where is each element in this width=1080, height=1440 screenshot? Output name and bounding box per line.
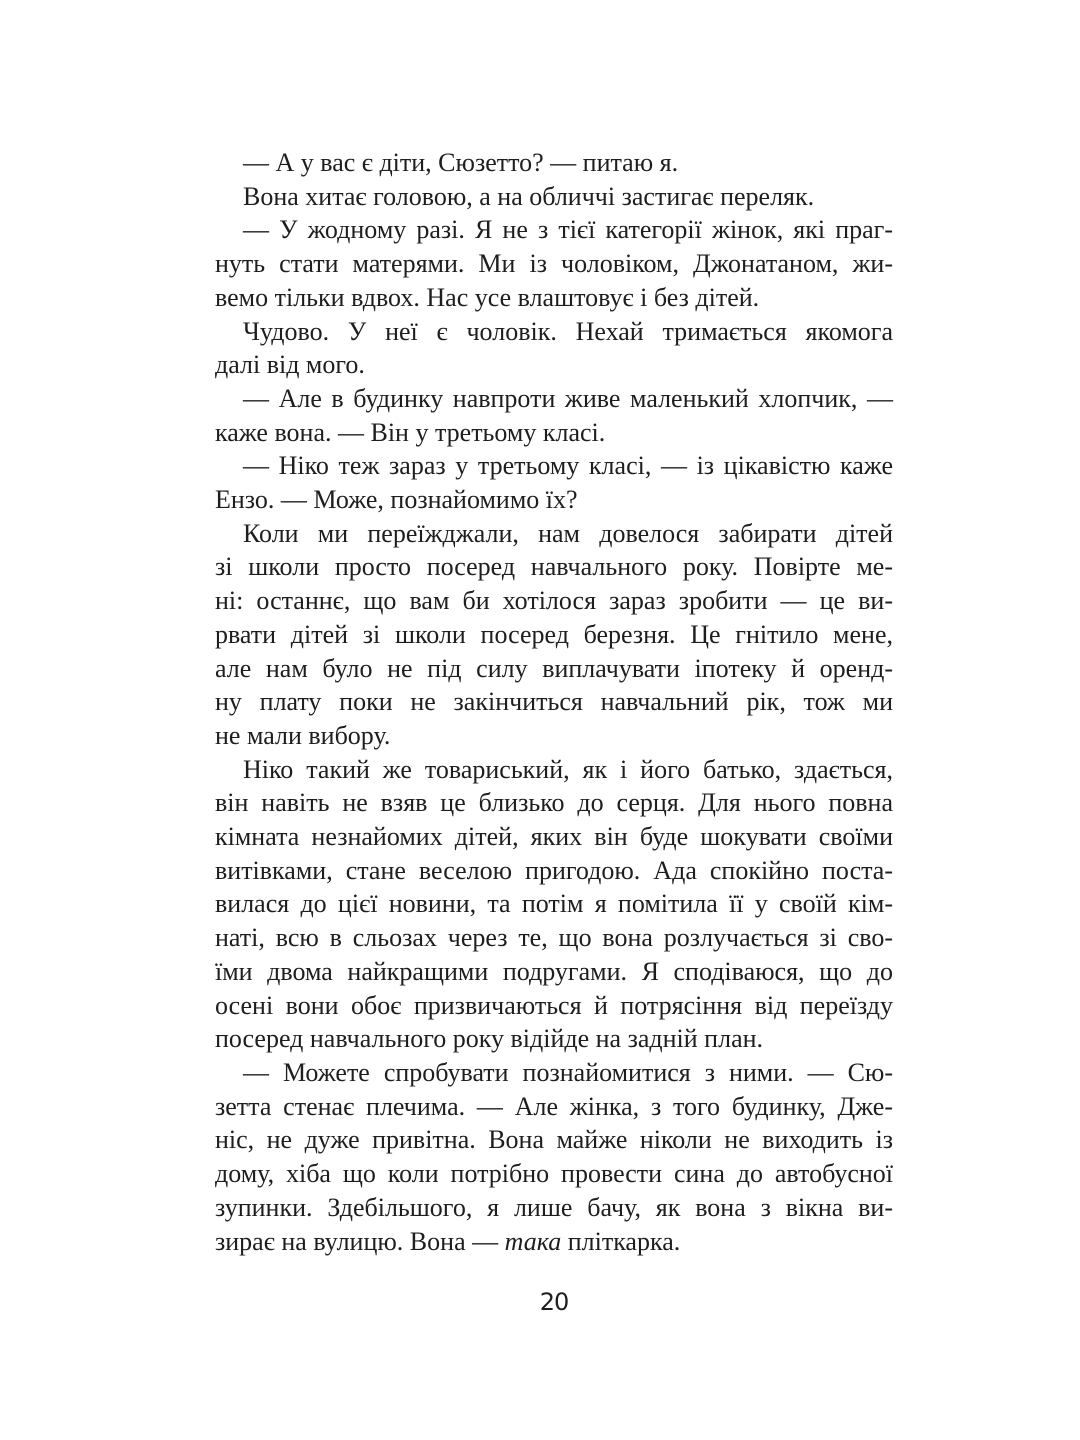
text-line: вилася до цієї новини, та потім я помітила її у своїй кім- <box>215 889 893 919</box>
text-line: кімната незнайомих дітей, яких він буде шокувати своїми <box>215 822 893 852</box>
text-line: рвати дітей зі школи посеред березня. Це гнітило мене, <box>215 619 893 649</box>
text-line: дому, хіба що коли потрібно провести сина до автобусної <box>215 1159 893 1189</box>
text-line: — Ніко теж зараз у третьому класі, — із цікавістю каже <box>243 451 893 481</box>
paragraph <box>215 1056 893 1258</box>
paragraph <box>215 382 893 449</box>
text-line: витівками, стане веселою пригодою. Ада спокійно поста- <box>215 855 893 885</box>
paragraph <box>215 517 893 753</box>
text-line: — Можете спробувати познайомитися з ними. — Сю- <box>243 1057 893 1087</box>
paragraph <box>215 213 893 314</box>
text-line: далі від мого. <box>215 350 365 380</box>
text-line: ніс, не дуже привітна. Вона майже ніколи не виходить із <box>215 1125 893 1155</box>
italic-text: така <box>504 1226 562 1256</box>
paragraph <box>215 180 893 214</box>
text-line: ні: останнє, що вам би хотілося зараз зробити — це ви- <box>215 586 893 616</box>
paragraph <box>215 146 893 180</box>
text-line: Чудово. У неї є чоловік. Нехай тримається якомога <box>243 316 893 346</box>
text-line: каже вона. — Він у третьому класі. <box>215 417 606 447</box>
text-line: — Але в будинку навпроти живе маленький хлопчик, — <box>243 383 893 413</box>
paragraph <box>215 753 893 1056</box>
text-line: зі школи просто посеред навчального року. Повірте ме- <box>215 552 893 582</box>
text-line: Вона хитає головою, а на обличчі застигає переляк. <box>243 181 815 211</box>
text-line: він навіть не взяв це близько до серця. Для нього повна <box>215 788 893 818</box>
text-line: наті, всю в сльозах через те, що вона розлучається зі сво- <box>215 923 893 953</box>
page-number: 20 <box>539 1288 569 1316</box>
text-line: Коли ми переїжджали, нам довелося забирати дітей <box>243 518 893 548</box>
text-line: Ніко такий же товариський, як і його батько, здається, <box>243 754 893 784</box>
text-line: вемо тільки вдвох. Нас усе влаштовує і без дітей. <box>215 282 760 312</box>
text-line: зетта стенає плечима. — Але жінка, з того будинку, Дже- <box>215 1091 893 1121</box>
text-line: посеред навчального року відійде на задній план. <box>215 1024 764 1054</box>
text-line: ну плату поки не закінчиться навчальний рік, тож ми <box>215 687 893 717</box>
text-line: — А у вас є діти, Сюзетто? — питаю я. <box>243 148 679 177</box>
paragraph <box>215 449 893 516</box>
text-line: їми двома найкращими подругами. Я сподіваюся, що до <box>215 956 893 986</box>
text-line: зирає на вулицю. Вона — така пліткарка. <box>215 1226 681 1256</box>
text-line: зупинки. Здебільшого, я лише бачу, як вона з вікна ви- <box>215 1192 893 1222</box>
text-line: осені вони обоє призвичаються й потрясіння від переїзду <box>215 990 893 1020</box>
text-line: Ензо. — Може, познайомимо їх? <box>215 485 578 515</box>
text-block <box>215 146 893 1258</box>
text-line: але нам було не під силу виплачувати іпотеку й оренд- <box>215 653 893 683</box>
text-line: не мали вибору. <box>215 720 391 750</box>
text-line: — У жодному разі. Я не з тієї категорії жінок, які праг- <box>243 215 893 245</box>
text-line: нуть стати матерями. Ми із чоловіком, Джонатаном, жи- <box>215 249 893 279</box>
paragraph <box>215 315 893 382</box>
